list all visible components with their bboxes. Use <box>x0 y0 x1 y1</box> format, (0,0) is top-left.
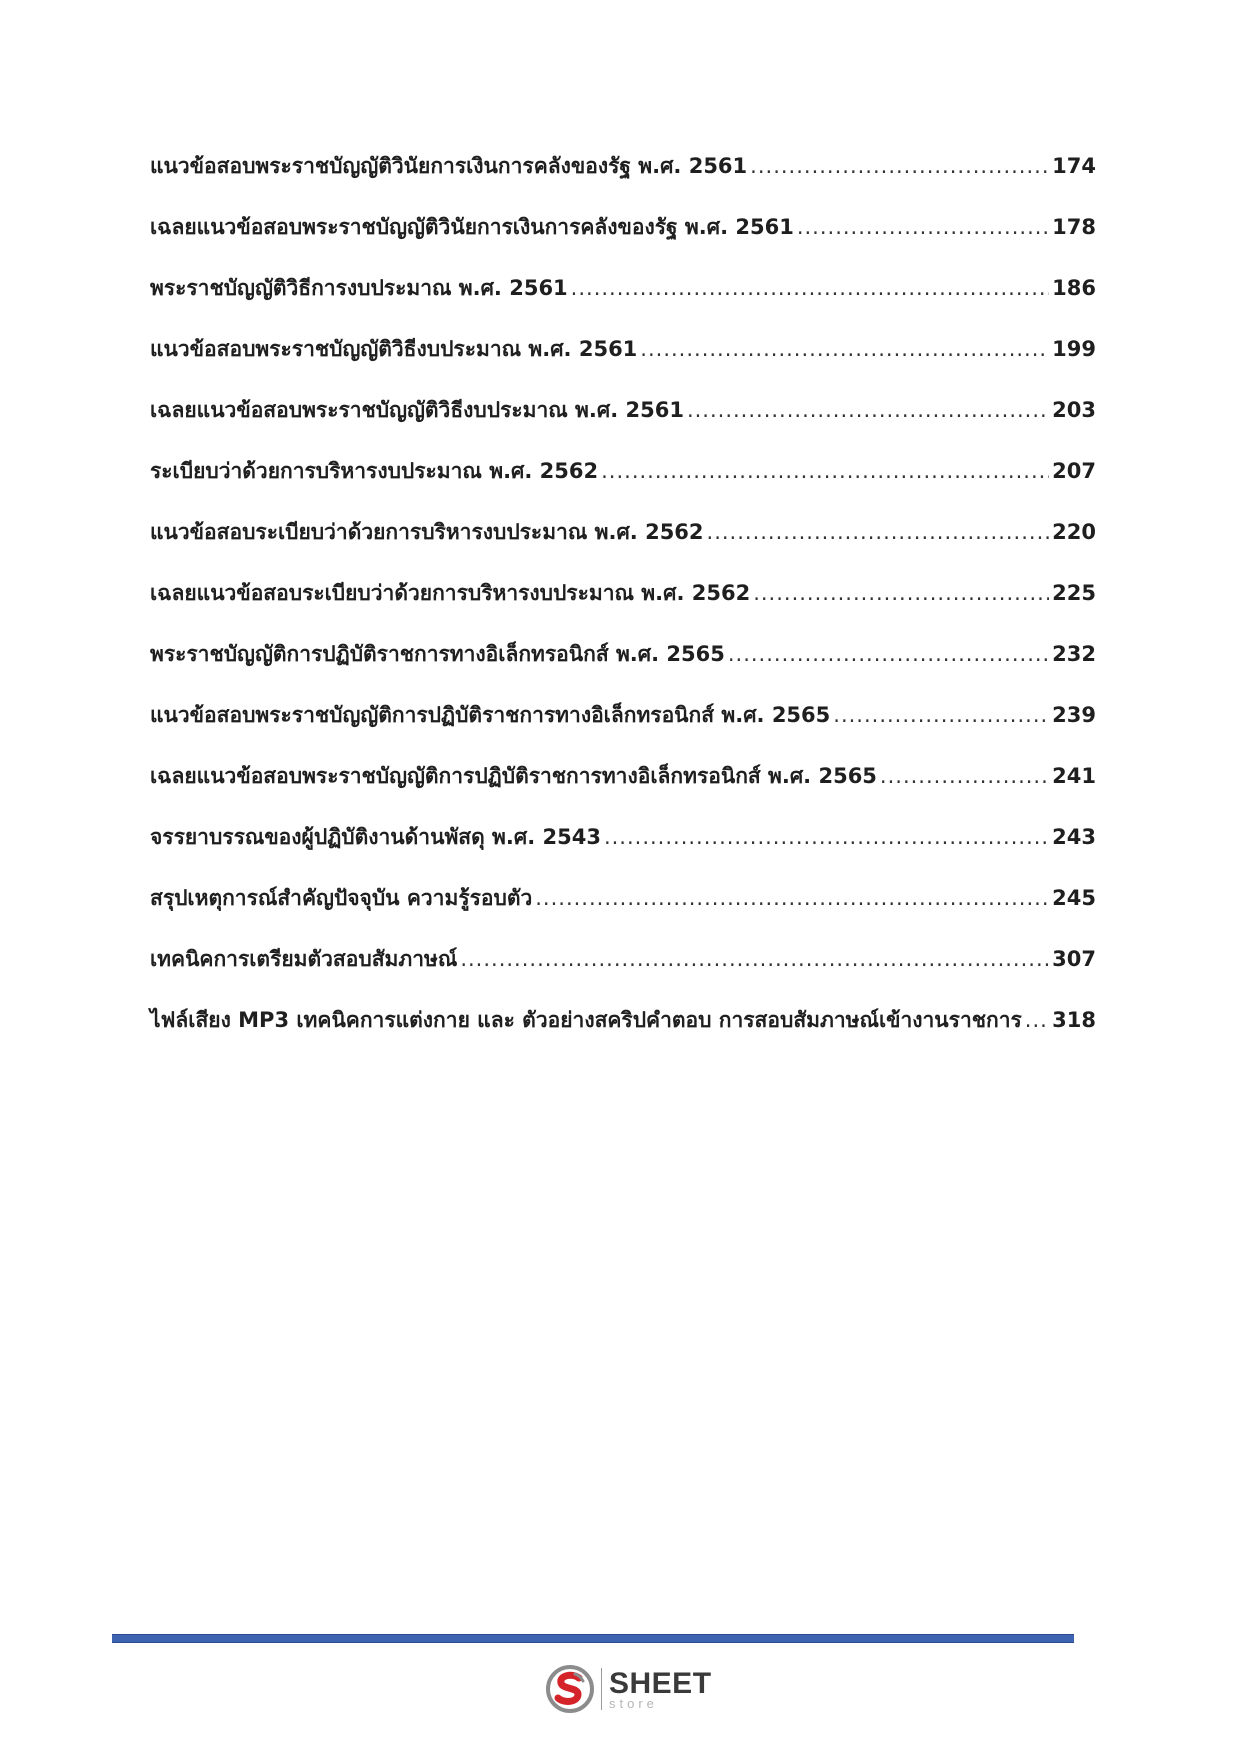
toc-entry-title: เฉลยแนวข้อสอบระเบียบว่าด้วยการบริหารงบประมาณ พ.ศ. 2562 <box>150 581 751 605</box>
toc-dot-leader <box>728 636 1049 672</box>
toc-entry[interactable] <box>150 331 1096 392</box>
toc-dot-leader <box>750 148 1049 184</box>
toc-entry-page: 203 <box>1052 398 1096 422</box>
toc-dot-leader <box>640 331 1049 367</box>
logo-wordmark <box>609 1666 712 1711</box>
toc-dot-leader <box>687 392 1049 428</box>
toc-entry[interactable] <box>150 148 1096 209</box>
footer-divider-rule <box>112 1634 1074 1643</box>
toc-entry-title: แนวข้อสอบระเบียบว่าด้วยการบริหารงบประมาณ พ.ศ. 2562 <box>150 520 704 544</box>
toc-entry-title: พระราชบัญญัติวิธีการงบประมาณ พ.ศ. 2561 <box>150 276 568 300</box>
toc-dot-leader <box>707 514 1050 550</box>
toc-entry-page: 199 <box>1052 337 1096 361</box>
logo-divider <box>601 1668 602 1710</box>
toc-entry-page: 239 <box>1052 703 1096 727</box>
toc-entry-title: ไฟล์เสียง MP3 เทคนิคการแต่งกาย และ ตัวอย่างสคริปคำตอบ การสอบสัมภาษณ์เข้างานราชการ <box>150 1008 1022 1032</box>
toc-entry-title: แนวข้อสอบพระราชบัญญัติการปฏิบัติราชการทางอิเล็กทรอนิกส์ พ.ศ. 2565 <box>150 703 831 727</box>
toc-entry-title: เฉลยแนวข้อสอบพระราชบัญญัติการปฏิบัติราชการทางอิเล็กทรอนิกส์ พ.ศ. 2565 <box>150 764 877 788</box>
toc-entry-page: 245 <box>1052 886 1096 910</box>
toc-entry-title: เทคนิคการเตรียมตัวสอบสัมภาษณ์ <box>150 947 458 971</box>
toc-entry-page: 186 <box>1052 276 1096 300</box>
toc-entry[interactable] <box>150 392 1096 453</box>
toc-entry-title: ระเบียบว่าด้วยการบริหารงบประมาณ พ.ศ. 2562 <box>150 459 599 483</box>
toc-entry[interactable] <box>150 453 1096 514</box>
toc-entry-page: 178 <box>1052 215 1096 239</box>
toc-entry[interactable] <box>150 1002 1096 1063</box>
toc-dot-leader <box>601 453 1049 489</box>
toc-entry[interactable] <box>150 880 1096 941</box>
toc-entry-page: 241 <box>1052 764 1096 788</box>
toc-entry[interactable] <box>150 819 1096 880</box>
toc-entry-page: 232 <box>1052 642 1096 666</box>
toc-dot-leader <box>797 209 1049 245</box>
toc-dot-leader <box>571 270 1049 306</box>
toc-entry-page: 318 <box>1052 1008 1096 1032</box>
toc-entry[interactable] <box>150 270 1096 331</box>
toc-entry-title: แนวข้อสอบพระราชบัญญัติวินัยการเงินการคลังของรัฐ พ.ศ. 2561 <box>150 154 748 178</box>
toc-entry-title: พระราชบัญญัติการปฏิบัติราชการทางอิเล็กทรอนิกส์ พ.ศ. 2565 <box>150 642 725 666</box>
toc-entry-title: เฉลยแนวข้อสอบพระราชบัญญัติวินัยการเงินการคลังของรัฐ พ.ศ. 2561 <box>150 215 794 239</box>
toc-entry[interactable] <box>150 758 1096 819</box>
toc-entry-page: 174 <box>1052 154 1096 178</box>
toc-entry[interactable] <box>150 636 1096 697</box>
toc-entry-title: สรุปเหตุการณ์สำคัญปัจจุบัน ความรู้รอบตัว <box>150 886 533 910</box>
logo-sub-text: store <box>609 1695 658 1711</box>
toc-entry-page: 307 <box>1052 947 1096 971</box>
sheet-store-s-logo-icon <box>545 1664 595 1714</box>
logo-brand-text: SHEET <box>609 1666 712 1700</box>
toc-dot-leader <box>535 880 1049 916</box>
toc-entry[interactable] <box>150 209 1096 270</box>
toc-dot-leader <box>604 819 1049 855</box>
toc-dot-leader <box>460 941 1049 977</box>
toc-entry[interactable] <box>150 697 1096 758</box>
toc-entry-page: 243 <box>1052 825 1096 849</box>
toc-entry[interactable] <box>150 941 1096 1002</box>
toc-dot-leader <box>1025 1002 1049 1038</box>
toc-entry[interactable] <box>150 575 1096 636</box>
toc-entry-page: 225 <box>1052 581 1096 605</box>
table-of-contents <box>150 148 1096 1063</box>
toc-dot-leader <box>833 697 1049 733</box>
toc-entry-page: 220 <box>1052 520 1096 544</box>
sheet-store-logo <box>545 1663 725 1715</box>
toc-entry-title: เฉลยแนวข้อสอบพระราชบัญญัติวิธีงบประมาณ พ.ศ. 2561 <box>150 398 684 422</box>
toc-entry[interactable] <box>150 514 1096 575</box>
toc-entry-title: แนวข้อสอบพระราชบัญญัติวิธีงบประมาณ พ.ศ. 2561 <box>150 337 638 361</box>
toc-dot-leader <box>753 575 1049 611</box>
toc-dot-leader <box>880 758 1049 794</box>
toc-entry-page: 207 <box>1052 459 1096 483</box>
toc-entry-title: จรรยาบรรณของผู้ปฏิบัติงานด้านพัสดุ พ.ศ. 2543 <box>150 825 601 849</box>
